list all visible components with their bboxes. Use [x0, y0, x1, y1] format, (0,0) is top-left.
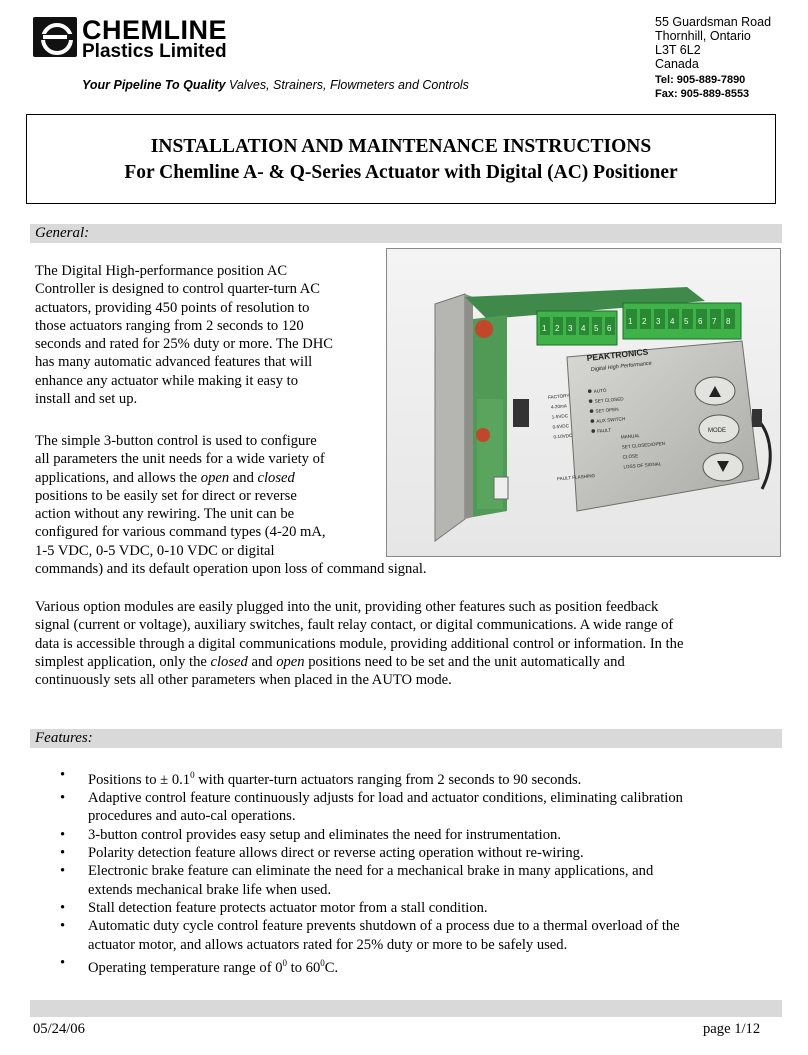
- document-title: INSTALLATION AND MAINTENANCE INSTRUCTIONS For Chemline A- & Q-Series Actuator with Digital (AC) Positioner: [26, 114, 776, 204]
- left-label-2: 4-20mA: [550, 403, 568, 410]
- features-list: [60, 766, 780, 977]
- list-item: • Positions to ± $0.1^0$ with quarter-turn actuators ranging from 2 seconds to 90 seconds.: [60, 767, 582, 788]
- terminal-block-a: [537, 311, 617, 345]
- list-item: • Adaptive control feature continuously adjusts for load and actuator conditions, eliminating calibration procedures and auto-cal operations.: [60, 790, 683, 825]
- left-label-5: 0-10VDC: [553, 432, 573, 440]
- terminal-b-5: 5: [684, 317, 689, 326]
- footer-date: 05/24/06: [33, 1021, 85, 1037]
- led-3-label: SET OPEN: [595, 406, 619, 414]
- terminal-b-6: 6: [698, 317, 703, 326]
- terminal-b-8: 8: [726, 317, 731, 326]
- led-2-label: SET CLOSED: [594, 396, 624, 404]
- general-heading: General:: [30, 224, 782, 243]
- svg-text:MODE: MODE: [708, 428, 726, 434]
- right-label-1: MANUAL: [620, 432, 641, 440]
- general-paragraph-3: Various option modules are easily plugged into the unit, providing other features such as position feedback signal (current or voltage), auxiliary switches, fault relay contact, or digital communications. A wide range of data is accessible through a digital communications module, providing additional control or information. In the simplest application, only the closed and open positions need to be set and the unit automatically and continuously sets all other parameters when placed in the AUTO mode.: [35, 599, 684, 689]
- terminal-b-4: 4: [670, 317, 675, 326]
- panel-brand: PEAKTRONICS: [586, 346, 649, 363]
- terminal-a-1: 1: [542, 324, 547, 333]
- list-item: • Automatic duty cycle control feature prevents shutdown of a process due to a thermal overload of the actuator motor, and allows actuators rated for 25% duty or more to be safely used.: [60, 918, 680, 953]
- brand-subname: Plastics Limited: [82, 41, 227, 62]
- left-label-3: 1-5VDC: [551, 413, 569, 420]
- right-label-4: LOSS OF SIGNAL: [623, 461, 662, 470]
- list-item: • Polarity detection feature allows direct or reverse acting operation without re-wiring.: [60, 845, 584, 862]
- right-label-2: SET CLOSED/OPEN: [621, 440, 666, 450]
- list-item: • 3-button control provides easy setup and eliminates the need for instrumentation.: [60, 826, 561, 843]
- general-paragraph-2: The simple 3-button control is used to configure all parameters the unit needs for a wide variety of applications, and allows the open and closed positions to be easily set for direct or reverse action without any rewiring. The unit can be configured for various command types (4-20 mA, 1-5 VDC, 0-5 VDC, 0-10 VDC or digital commands) and its default operation upon loss of command signal.: [35, 433, 427, 578]
- page-number: page 1/12: [703, 1021, 761, 1037]
- terminal-b-2: 2: [642, 317, 647, 326]
- positioner-photo: [386, 248, 781, 557]
- terminal-a-4: 4: [581, 324, 586, 333]
- list-item: • Electronic brake feature can eliminate the need for a mechanical brake in many applications, and extends mechanical brake life when used.: [60, 863, 654, 898]
- tagline: Your Pipeline To Quality Valves, Strainers, Flowmeters and Controls: [82, 78, 469, 92]
- left-label-1: FACTORY: [547, 393, 570, 400]
- left-label-6: FAULT FLASHING: [556, 473, 596, 482]
- general-paragraph-1: The Digital High-performance position AC Controller is designed to control quarter-turn AC actuators, providing 450 points of resolution to those actuators ranging from 2 seconds to 120 seconds and rated for 25% duty or more. The DHC has many automatic advanced features that will enhance any actuator while making it easy to install and set up.: [35, 263, 334, 408]
- terminal-a-3: 3: [568, 324, 573, 333]
- up-button: [695, 377, 735, 405]
- down-button: [703, 453, 743, 481]
- company-address: 55 Guardsman Road Thornhill, Ontario L3T 6L2 Canada Tel: 905-889-7890 Fax: 905-889-8553: [655, 15, 772, 100]
- panel-subtitle: Digital High Performance: [590, 360, 653, 373]
- terminal-b-1: 1: [628, 317, 633, 326]
- terminal-a-5: 5: [594, 324, 599, 333]
- terminal-b-3: 3: [656, 317, 661, 326]
- terminal-b-7: 7: [712, 317, 717, 326]
- fax: Fax: 905-889-8553: [655, 88, 750, 100]
- mode-button: [699, 415, 739, 443]
- led-5-label: FAULT: [597, 427, 612, 434]
- footer-bar: [30, 1000, 782, 1017]
- list-item: • Stall detection feature protects actuator motor from a stall condition.: [60, 899, 488, 916]
- terminal-a-6: 6: [607, 324, 612, 333]
- led-4-label: AUX SWITCH: [596, 416, 626, 424]
- features-heading: Features:: [30, 729, 782, 748]
- brand-name: CHEMLINE: [82, 15, 227, 45]
- left-label-4: 0-5VDC: [552, 423, 570, 430]
- chemline-logo-icon: [33, 17, 77, 57]
- list-item: • Operating temperature range of $0^0$ to $60^0C$.: [60, 954, 339, 976]
- right-label-3: CLOSE: [622, 453, 639, 460]
- terminal-a-2: 2: [555, 324, 560, 333]
- led-1-label: AUTO: [593, 387, 607, 394]
- terminal-block-b: [623, 303, 741, 339]
- tel: Tel: 905-889-7890: [655, 74, 746, 86]
